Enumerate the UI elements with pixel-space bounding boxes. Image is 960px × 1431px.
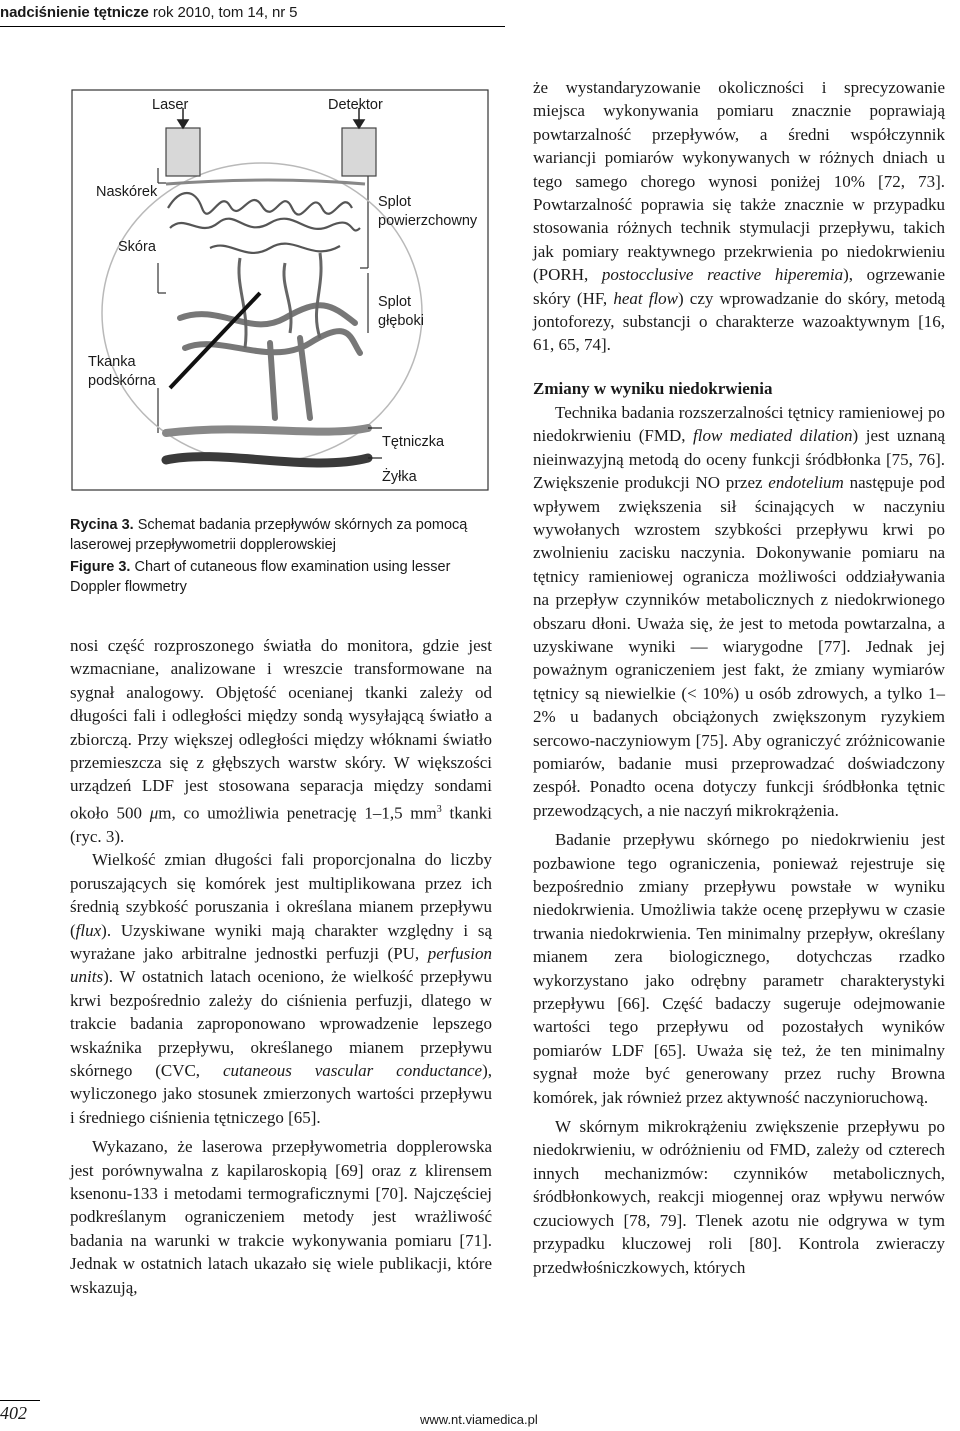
epidermis-layer <box>166 180 365 184</box>
figure-caption <box>70 515 500 597</box>
italic-term: flow mediated dilation <box>693 426 853 446</box>
section-heading: Zmiany w wyniku niedokrwienia <box>533 378 773 398</box>
caption-en-text: Chart of cutaneous flow examination using lesser Doppler flowmetry <box>70 559 451 595</box>
paragraph: W skórnym mikrokrążeniu zwiększenie przepływu po niedokrwieniu, w odróżnieniu od FMD, zależy od czterech innych mechanizmów: czynników metabolicznych, śródbłonkowych, reakcji miogennej oraz wpływu nerwów czuciowych [78, 79]. Tlenek azotu nie odgrywa w tym przypadku kluczowej roli [80]. Kontrola zwieraczy przedwłośniczkowych, których <box>533 1117 945 1277</box>
text-run: m, co umożliwia penetrację 1–1,5 mm <box>158 803 437 823</box>
paragraph: Wykazano, że laserowa przepływometria dopplerowska jest porównywalna z kapilaroskopią [69] oraz z klirensem ksenonu-133 i metodami termograficznymi [70]. Najczęściej podkreślanym ograniczeniem metody jest wrażliwość badania na warunki w trakcie wykonywania pomiaru [71]. Jednak w ostatnich latach ukazało się wiele publikacji, które wskazują, <box>70 1137 492 1297</box>
journal-issue: rok 2010, tom 14, nr 5 <box>148 4 298 21</box>
text-run: ) czy wprowadzanie do skóry, metodą jontoforezy, substancji o charakterze wazoaktywnym [16, 61, 65, 74]. <box>533 288 945 355</box>
italic-term: perfusion units <box>70 943 492 987</box>
text-run: Wielkość zmian długości fali proporcjonalna do liczby poruszających się komórek jest multiplikowana przez ich średnią szybkość poruszania i określana mianem przepływu ( <box>70 850 492 940</box>
label-superficial-plexus-1: Splot <box>378 194 412 210</box>
arteriole <box>166 428 368 433</box>
running-header <box>0 0 505 27</box>
mu-symbol: μ <box>149 803 159 823</box>
italic-term: endotelium <box>768 473 844 493</box>
deep-plexus <box>180 305 360 418</box>
text-run: tkanki (ryc. 3). <box>70 803 492 846</box>
label-detector: Detektor <box>328 97 383 113</box>
label-deep-plexus-2: głęboki <box>378 313 424 329</box>
caption-pl-label: Rycina 3. <box>70 517 134 533</box>
superficial-plexus <box>168 193 360 253</box>
paragraph: Badanie przepływu skórnego po niedokrwieniu jest pozbawione tego ograniczenia, ponieważ rejestruje się bezpośrednio zmiany przepływu powstałe w wyniku niedokrwienia. Umożliwia także ocenę przepływu w czasie trwania niedokrwienia. Ten minimalny przepływ, określany mianem zera biologicznego, dotychczas rzadko wykorzystano jako odrębny parametr charakterystyki przepływu [66]. Część badaczy sugeruje odejmowanie wartości tego przepływu od pozostałych wyników pomiarów LDF [65]. Uważa się też, że ten minimalny sygnał może być generowany przez ruchy Browna komórek, jak również przez aktywność naczynioruchową. <box>533 830 945 1107</box>
label-subcutaneous-1: Tkanka <box>88 354 136 370</box>
superscript: 3 <box>436 803 442 815</box>
text-run: że wystandaryzowanie okoliczności i sprecyzowanie miejsca wykonywania pomiaru znacznie poprawiają powtarzalność przepływów, a średni współczynnik wariancji pomiarów wykonywanych w różnych dniach u tego samego chorego wynosi poniżej 10% [72, 73]. Powtarzalność poprawia się także znacznie w przypadku stosowania różnych technik stymulacji przepływu, takich jak pomiary reaktywnego przekrwienia po niedokrwieniu (PORH, <box>533 78 945 285</box>
venule <box>166 457 368 463</box>
italic-term: cutaneous vascular conductance <box>222 1060 483 1080</box>
text-run: ), ogrzewanie skóry (HF, <box>533 265 945 308</box>
caption-en-label: Figure 3. <box>70 559 131 575</box>
text-run: ). W ostatnich latach oceniono, że wielkość przepływu krwi bezpośrednio zależy do ciśnienia perfuzji, dlatego w trakcie badania zaproponowano wprowadzenie lepszego wskaźnika przepływu, określanego mianem przepływu skórnego (CVC, <box>70 967 492 1080</box>
caption-pl-text: Schemat badania przepływów skórnych za pomocą laserowej przepływometrii dopplerowskiej <box>70 517 468 553</box>
footer-rule <box>0 1400 40 1401</box>
label-laser: Laser <box>152 97 189 113</box>
laser-probe <box>166 128 200 176</box>
text-run: ), wyliczonego jako stosunek zmierzonych wartości przepływu i średniego ciśnienia tętniczego [65]. <box>70 1060 492 1127</box>
label-epidermis: Naskórek <box>96 184 158 200</box>
label-skin: Skóra <box>118 239 156 255</box>
paragraph <box>70 634 492 848</box>
left-column <box>70 634 492 1299</box>
page-number: 402 <box>0 1403 27 1423</box>
footer-url[interactable]: www.nt.viamedica.pl <box>420 1412 538 1427</box>
paragraph <box>70 848 492 1129</box>
text-run: Technika badania rozszerzalności tętnicy ramieniowej po niedokrwieniu (FMD, <box>533 402 945 446</box>
paragraph <box>533 401 945 822</box>
text-run: następuje pod wpływem zwiększenia sił ścinających w naczyniu wywołanych wzrostem szybkości przepływu krwi po zwolnieniu zacisku naczynia. Dokonywanie pomiaru na tętnicy ramieniowej ogranicza możliwości oddziaływania na przepływ czynników metabolicznych z niedokrwionego obszaru dłoni. Uważa się, że jest to metoda powtarzalna, a uzyskiwane wyniki — wiarygodne [77]. Jednak jej poważnym ograniczeniem jest fakt, że zmiany wymiarów tętnicy są niewielkie (< 10%) u osób zdrowych, a tylko 1–2% u badanych obciążonych zwiększonym ryzykiem sercowo-naczyniowym [75]. Aby ograniczyć zróżnicowanie pomiarów, badanie musi przeprowadzać doświadczony zespół. Ponadto ocena dotyczy funkcji śródbłonka tętnic przewodzących, a nie naczyń mikrokrążenia. <box>533 473 945 820</box>
detector-probe <box>342 128 376 176</box>
italic-term: heat flow <box>613 288 679 308</box>
italic-term: flux <box>75 920 102 940</box>
caption-pl <box>70 515 500 555</box>
text-run: ) jest uznaną nieinwazyjną metodą do oceny funkcji śródbłonka [75, 76]. Zwiększenie produkcji NO przez <box>533 426 945 493</box>
caption-en <box>70 557 500 597</box>
figure-3 <box>70 88 490 493</box>
label-arteriole: Tętniczka <box>382 434 445 450</box>
paragraph <box>533 76 945 357</box>
text-run: ). Uzyskiwane wyniki mają charakter względny i są wyrażane jako arbitralne jednostki perfuzji (PU, <box>70 920 492 963</box>
label-venule: Żyłka <box>382 469 417 485</box>
italic-term: postocclusive reactive hiperemia <box>601 265 844 285</box>
label-subcutaneous-2: podskórna <box>88 373 156 389</box>
journal-title: nadciśnienie tętnicze <box>0 4 149 21</box>
label-deep-plexus-1: Splot <box>378 294 412 310</box>
text-run: nosi część rozproszonego światła do monitora, gdzie jest wzmacniane, analizowane i wreszcie transformowane na sygnał analogowy. Objętość ocenianej tkanki zależy od długości fali i odległości między sondą wysyłającą światło a zbiorczą. Przy większej odległości między włóknami światło przemieszcza się z głębszych warstw skóry. W większości urządzeń LDF jest stosowana separacja między sondami około 500 <box>70 636 492 823</box>
right-column <box>533 76 945 1279</box>
label-superficial-plexus-2: powierzchowny <box>378 213 478 229</box>
